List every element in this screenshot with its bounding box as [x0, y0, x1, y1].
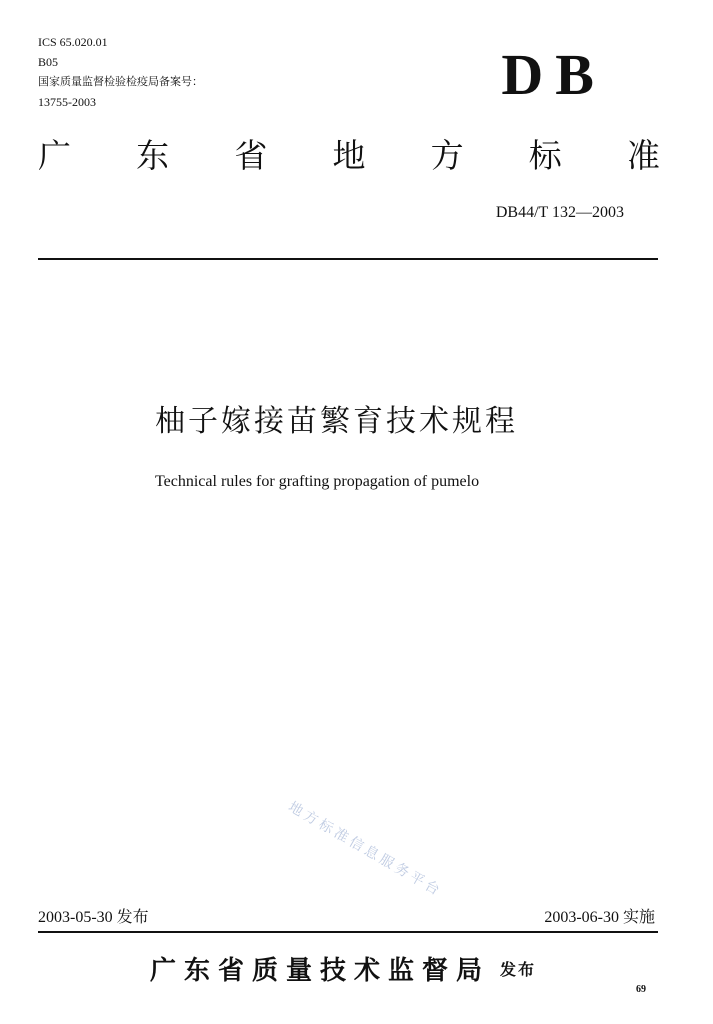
standard-type-char: 方 — [430, 137, 464, 174]
standard-type-char: 广 — [38, 137, 71, 174]
implement-date-label: 实施 — [622, 909, 655, 926]
implement-date-value: 2003-06-30 — [544, 909, 619, 926]
issue-date — [38, 907, 149, 929]
title-english: Technical rules for grafting propagation of pumelo — [155, 473, 480, 490]
title-chinese: 柚子嫁接苗繁育技术规程 — [155, 405, 518, 438]
standard-type-char: 东 — [136, 137, 170, 174]
filing-number: 13755-2003 — [38, 95, 96, 109]
bottom-divider — [38, 931, 658, 933]
standard-type-char: 准 — [626, 137, 660, 174]
ics-code: ICS 65.020.01 — [38, 35, 108, 49]
standard-type-char: 省 — [234, 137, 268, 174]
standard-number: DB44/T 132—2003 — [495, 204, 624, 221]
filing-label: 国家质量监督检验检疫局备案号： — [38, 76, 203, 88]
watermark: 地方标准信息服务平台 — [286, 798, 446, 900]
implement-date — [544, 907, 655, 929]
standard-type-heading — [38, 136, 660, 176]
issue-date-value: 2003-05-30 — [38, 909, 113, 926]
page-number: 69 — [636, 984, 646, 995]
issuing-authority-suffix: 发布 — [500, 962, 537, 979]
top-divider — [38, 258, 658, 260]
standard-type-char: 标 — [528, 137, 562, 174]
db-logo: DB — [501, 42, 606, 107]
ccs-code: B05 — [38, 55, 59, 69]
issuing-authority: 广东省质量技术监督局 — [150, 955, 491, 985]
standard-type-char: 地 — [332, 137, 366, 174]
issue-date-label: 发布 — [116, 909, 149, 926]
classification-block — [38, 32, 203, 112]
